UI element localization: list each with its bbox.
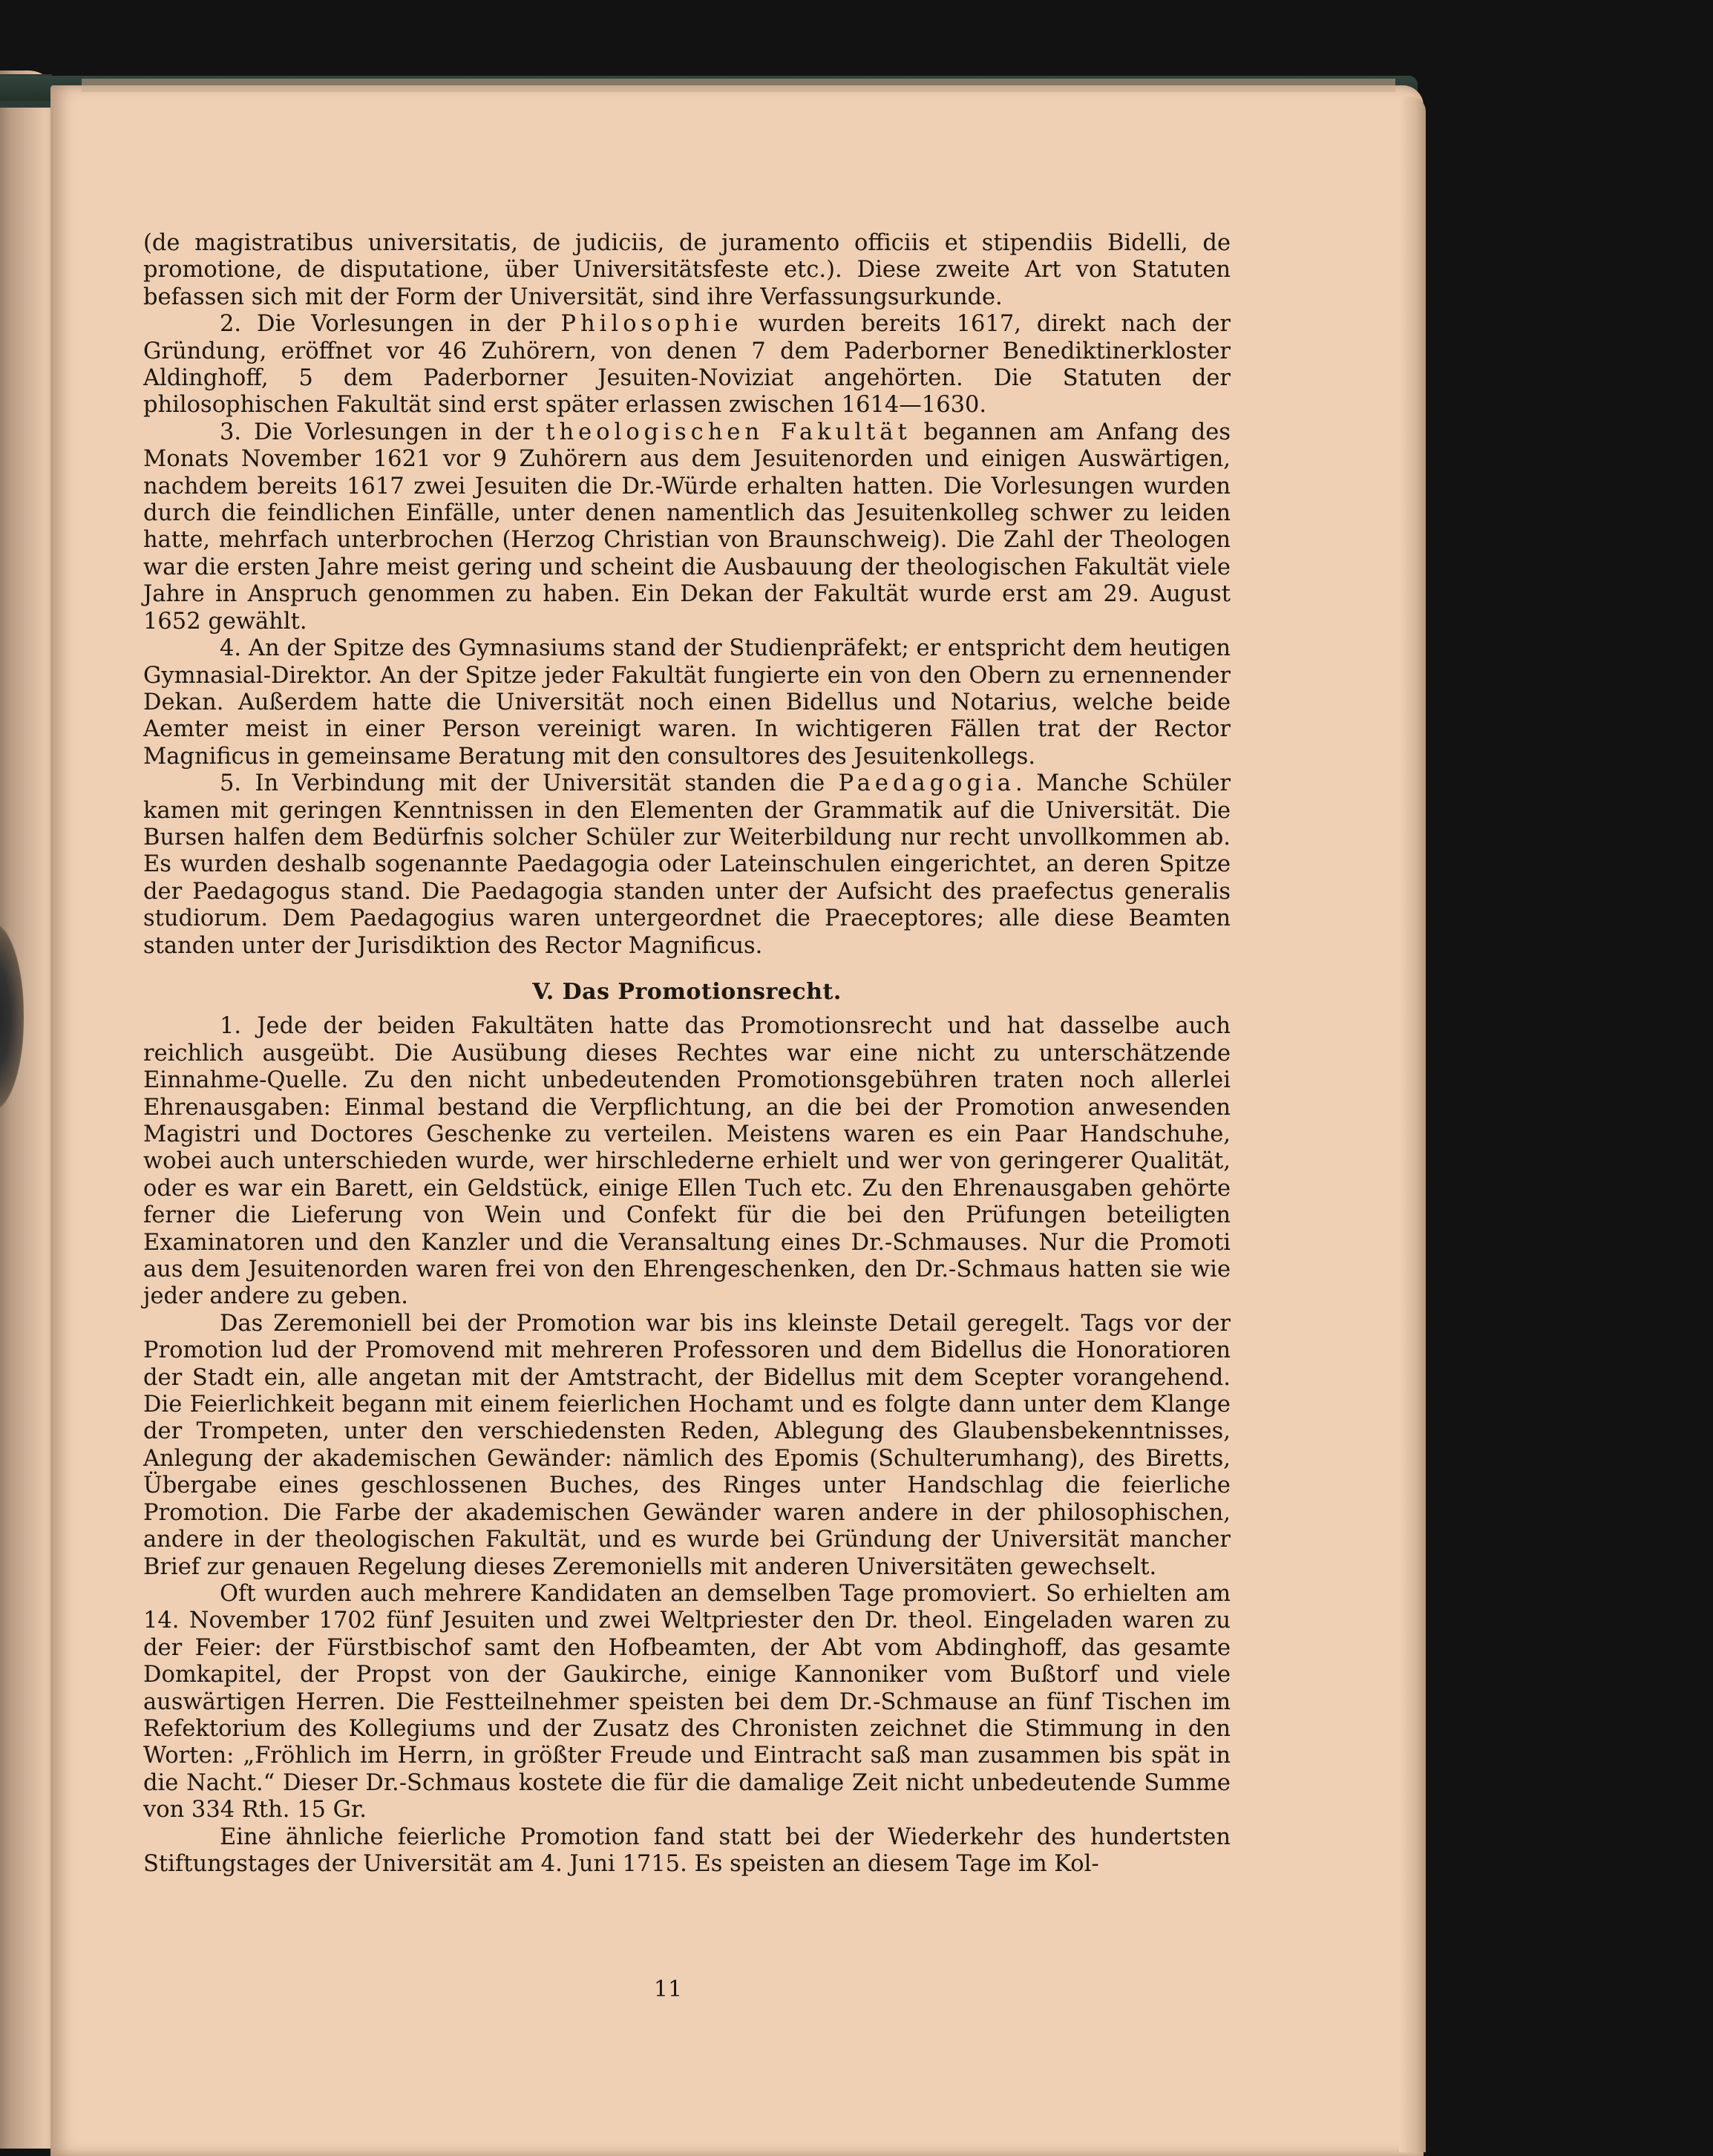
paragraph-5: 5. In Verbindung mit der Universität standen die Paedagogia. Manche Schüler kamen mit geringen Kenntnissen in den Elementen der Grammatik auf die Universität. Die Bursen halfen dem Bedürfnis solcher Schüler zur Weiterbildung nur recht unvollkommen ab. Es wurden deshalb sogenannte Paedagogia oder Lateinschulen eingerichtet, an deren Spitze der Paedagogus stand. Die Paedagogia standen unter der Aufsicht des praefectus generalis studiorum. Dem Paedagogius waren untergeordnet die Praeceptores; alle diese Beamten standen unter der Jurisdiktion des Rector Magnificus. (143, 770, 1231, 959)
spaced-term: Paedagogia (838, 770, 1016, 797)
paragraph-3: 3. Die Vorlesungen in der theologischen Fakultät begannen am Anfang des Monats November 1621 vor 9 Zuhörern aus dem Jesuitenorden und einigen Auswärtigen, nachdem bereits 1617 zwei Jesuiten die Dr.-Würde erhalten hatten. Die Vorlesungen wurden durch die feindlichen Einfälle, unter denen namentlich das Jesuitenkolleg schwer zu leiden hatte, mehrfach unterbrochen (Herzog Christian von Braunschweig). Die Zahl der Theologen war die ersten Jahre meist gering und scheint die Ausbauung der theologischen Fakultät viele Jahre in Anspruch genommen zu haben. Ein Dekan der Fakultät wurde erst am 29. August 1652 gewählt. (143, 419, 1231, 635)
paragraph-2: 2. Die Vorlesungen in der Philosophie wurden bereits 1617, direkt nach der Gründung, eröffnet vor 46 Zuhörern, von denen 7 dem Paderborner Benediktinerkloster Aldinghoff, 5 dem Paderborner Jesuiten-Noviziat angehörten. Die Statuten der philosophischen Fakultät sind erst später erlassen zwischen 1614—1630. (143, 311, 1231, 419)
paragraph-8: Oft wurden auch mehrere Kandidaten an demselben Tage promoviert. So erhielten am 14. November 1702 fünf Jesuiten und zwei Weltpriester den Dr. theol. Eingeladen waren zu der Feier: der Fürstbischof samt den Hofbeamten, der Abt vom Abdinghoff, das gesamte Domkapitel, der Propst von der Gaukirche, einige Kannoniker vom Bußtorf und viele auswärtigen Herren. Die Festteilnehmer speisten bei dem Dr.-Schmause an fünf Tischen im Refektorium des Kollegiums und der Zusatz des Chronisten zeichnet die Stimmung in den Worten: „Fröhlich im Herrn, in größter Freude und Eintracht saß man zusammen bis spät in die Nacht.“ Dieser Dr.-Schmaus kostete die für die damalige Zeit nicht unbedeutende Summe von 334 Rth. 15 Gr. (143, 1580, 1231, 1824)
spaced-term: Philosophie (560, 311, 743, 338)
paragraph-intro: (de magistratibus universitatis, de judiciis, de juramento officiis et stipendiis Bidelli, de promotione, de disputatione, über Universitätsfeste etc.). Diese zweite Art von Statuten befassen sich mit der Form der Universität, sind ihre Verfassungsurkunde. (143, 230, 1231, 310)
page-text (143, 230, 1231, 1878)
page-stack-edge (82, 79, 1395, 92)
paragraph-6: 1. Jede der beiden Fakultäten hatte das Promotionsrecht und hat dasselbe auch reichlich ausgeübt. Die Ausübung dieses Rechtes war eine nicht zu unterschätzende Einnahme-Quelle. Zu den nicht unbedeutenden Promotionsgebühren traten noch allerlei Ehrenausgaben: Einmal bestand die Verpflichtung, an die bei der Promotion anwesenden Magistri und Doctores Geschenke zu verteilen. Meistens waren es ein Paar Handschuhe, wobei auch unterschieden wurde, wer hirschlederne erhielt und wer von geringerer Qualität, oder es war ein Barett, ein Geldstück, einige Ellen Tuch etc. Zu den Ehrenausgaben gehörte ferner die Lieferung von Wein und Confekt für die bei den Prüfungen beteiligten Examinatoren und den Kanzler und die Veransaltung eines Dr.-Schmauses. Nur die Promoti aus dem Jesuitenorden waren frei von den Ehrengeschenken, den Dr.-Schmaus hatten sie wie jeder andere zu geben. (143, 1013, 1231, 1310)
spaced-term: theologischen Fakultät (546, 419, 911, 445)
page-number: 11 (653, 1976, 683, 2002)
section-heading: V. Das Promotionsrecht. (532, 978, 842, 1005)
paragraph-7: Das Zeremoniell bei der Promotion war bis ins kleinste Detail geregelt. Tags vor der Promotion lud der Promovend mit mehreren Professoren und dem Bidellus die Honoratioren der Stadt ein, alle angetan mit der Amtstracht, der Bidellus mit dem Scepter vorangehend. Die Feierlichkeit begann mit einem feierlichen Hochamt und es folgte dann unter dem Klange der Trompeten, unter den verschiedensten Reden, Ablegung des Glaubensbekenntnisses, Anlegung der akademischen Gewänder: nämlich des Epomis (Schulterumhang), des Biretts, Übergabe eines geschlossenen Buches, des Ringes unter Handschlag die feierliche Promotion. Die Farbe der akademischen Gewänder waren andere in der philosophischen, andere in der theologischen Fakultät, und es wurde bei Gründung der Universität mancher Brief zur genauen Regelung dieses Zeremoniells mit anderen Universitäten gewechselt. (143, 1310, 1231, 1580)
paragraph-4: 4. An der Spitze des Gymnasiums stand der Studienpräfekt; er entspricht dem heutigen Gymnasial-Direktor. An der Spitze jeder Fakultät fungierte ein von den Obern zu ernennender Dekan. Außerdem hatte die Universität noch einen Bidellus und Notarius, welche beide Aemter meist in einer Person vereinigt waren. In wichtigeren Fällen trat der Rector Magnificus in gemeinsame Beratung mit den consultores des Jesuitenkollegs. (143, 635, 1231, 770)
left-page-edge (0, 71, 58, 2149)
page-right-edge (1399, 96, 1426, 2152)
paragraph-9: Eine ähnliche feierliche Promotion fand statt bei der Wiederkehr des hundertsten Stiftungstages der Universität am 4. Juni 1715. Es speisten an diesem Tage im Kol- (143, 1824, 1231, 1877)
